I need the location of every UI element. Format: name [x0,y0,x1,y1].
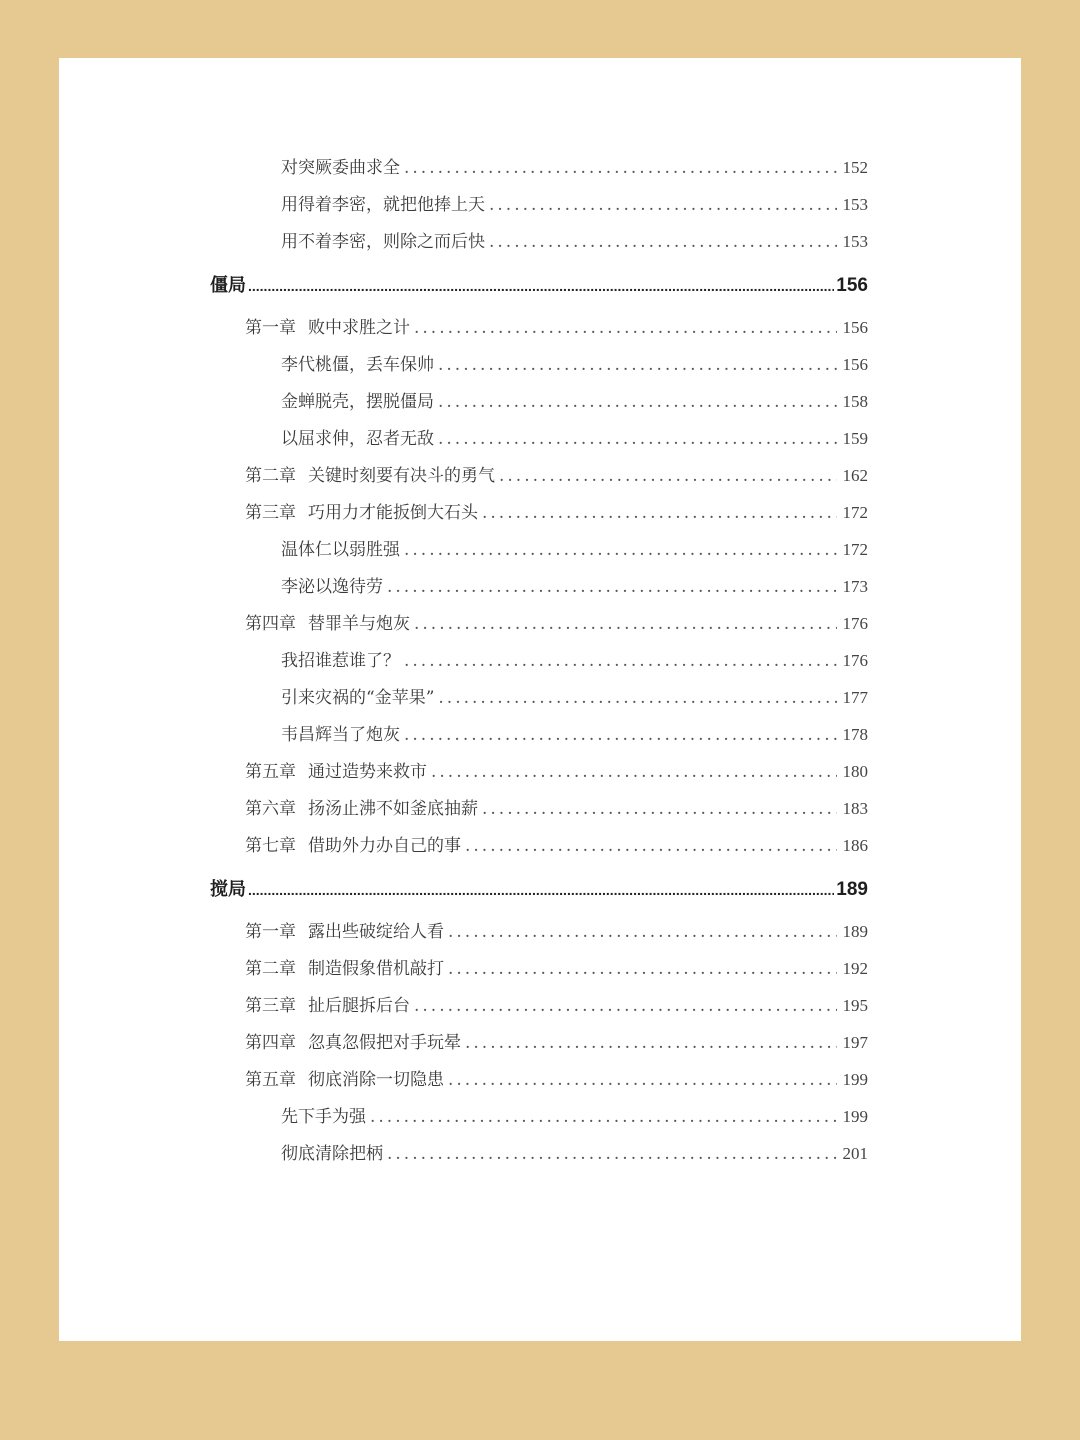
toc-chapter-label: 第二章 [245,466,296,486]
toc-entry-title: 通过造势来救市 [308,762,427,782]
toc-page-number: 195 [842,996,868,1015]
toc-chapter-label: 第五章 [245,1070,296,1090]
toc-entry [281,352,868,378]
dot-leader [448,956,837,982]
toc-page-number: 189 [842,922,868,941]
toc-part-title: 僵局 [210,275,246,295]
dot-leader [465,1030,837,1056]
toc-entry [281,1104,868,1130]
dot-leader [438,352,837,378]
toc-chapter [245,956,868,982]
toc-page-number: 192 [842,959,868,978]
toc-entry-title: 李泌以逸待劳 [281,577,383,597]
toc-page-number: 177 [842,688,868,707]
toc-entry [281,192,868,218]
toc-page-number: 152 [842,158,868,177]
toc-chapter [245,1030,868,1056]
dot-leader [489,192,837,218]
dot-leader [431,759,837,785]
toc-entry-title: 我招谁惹谁了？ [281,651,400,671]
toc-chapter [245,500,868,526]
toc-chapter-label: 第一章 [245,922,296,942]
dot-leader [414,315,837,341]
dot-leader [248,273,834,299]
toc-page-number: 189 [836,879,868,900]
toc-chapter [245,611,868,637]
toc-chapter-label: 第五章 [245,762,296,782]
dot-leader [438,426,837,452]
toc-chapter-label: 第二章 [245,959,296,979]
toc-entry-title: 李代桃僵，丢车保帅 [281,355,434,375]
toc-entry-title: 用得着李密，就把他捧上天 [281,195,485,215]
toc-entry-title: 温体仁以弱胜强 [281,540,400,560]
toc-page-number: 183 [842,799,868,818]
toc-entry-title: 忽真忽假把对手玩晕 [308,1033,461,1053]
toc-entry [281,389,868,415]
toc-chapter-label: 第三章 [245,996,296,1016]
toc-page-number: 173 [842,577,868,596]
dot-leader [499,463,837,489]
toc-part-heading [210,272,868,298]
toc-chapter [245,315,868,341]
toc-entry-title: 制造假象借机敲打 [308,959,444,979]
toc-entry-title: 对突厥委曲求全 [281,158,400,178]
toc-chapter-label: 第六章 [245,799,296,819]
toc-chapter [245,1067,868,1093]
toc-chapter-label: 第四章 [245,1033,296,1053]
toc-entry-title: 先下手为强 [281,1107,366,1127]
toc-page-number: 180 [842,762,868,781]
toc-entry-title: 以屈求伸，忍者无敌 [281,429,434,449]
toc-entry [281,574,868,600]
toc-entry-title: 巧用力才能扳倒大石头 [308,503,478,523]
toc-page-number: 158 [842,392,868,411]
toc-entry-title: 扬汤止沸不如釜底抽薪 [308,799,478,819]
toc-chapter [245,993,868,1019]
dot-leader [370,1104,837,1130]
dot-leader [448,919,837,945]
toc-page-number: 156 [842,318,868,337]
toc-page-number: 172 [842,540,868,559]
toc-entry-title: 用不着李密，则除之而后快 [281,232,485,252]
dot-leader [414,611,837,637]
toc-entry-title: 扯后腿拆后台 [308,996,410,1016]
toc-page-number: 159 [842,429,868,448]
toc-page-number: 153 [842,195,868,214]
toc-page-number: 176 [842,651,868,670]
toc-entry [281,722,868,748]
toc-chapter [245,759,868,785]
toc-page-number: 186 [842,836,868,855]
toc-entry-title: 引来灾祸的“金苹果” [281,688,435,708]
toc-chapter-label: 第三章 [245,503,296,523]
toc-page-number: 197 [842,1033,868,1052]
dot-leader [482,500,837,526]
dot-leader [482,796,837,822]
toc-chapter-label: 第一章 [245,318,296,338]
dot-leader [404,155,837,181]
toc-entry-title: 借助外力办自己的事 [308,836,461,856]
toc-page-number: 199 [842,1107,868,1126]
toc-chapter [245,833,868,859]
toc-chapter [245,796,868,822]
toc-page-number: 178 [842,725,868,744]
toc-entry-title: 韦昌辉当了炮灰 [281,725,400,745]
dot-leader [248,877,834,903]
dot-leader [387,574,837,600]
dot-leader [414,993,837,1019]
toc-entry-title: 彻底消除一切隐患 [308,1070,444,1090]
toc-page-number: 162 [842,466,868,485]
toc-entry [281,155,868,181]
toc-page-number: 201 [842,1144,868,1163]
dot-leader [404,722,837,748]
toc-chapter [245,919,868,945]
toc-entry [281,1141,868,1167]
toc-page-number: 199 [842,1070,868,1089]
toc-chapter-label: 第七章 [245,836,296,856]
toc-entry-title: 关键时刻要有决斗的勇气 [308,466,495,486]
dot-leader [448,1067,837,1093]
dot-leader [404,537,837,563]
book-page [59,58,1021,1341]
dot-leader [438,685,836,711]
toc-entry [281,537,868,563]
table-of-contents [59,58,1021,1341]
toc-entry-title: 彻底清除把柄 [281,1144,383,1164]
dot-leader [438,389,837,415]
toc-page-number: 156 [836,275,868,296]
toc-entry-title: 替罪羊与炮灰 [308,614,410,634]
dot-leader [489,229,837,255]
toc-entry-title: 露出些破绽给人看 [308,922,444,942]
toc-entry-title: 败中求胜之计 [308,318,410,338]
toc-page-number: 156 [842,355,868,374]
toc-page-number: 176 [842,614,868,633]
dot-leader [404,648,837,674]
toc-entry-title: 金蝉脱壳，摆脱僵局 [281,392,434,412]
toc-entry [281,229,868,255]
toc-part-title: 搅局 [210,879,246,899]
toc-chapter [245,463,868,489]
toc-chapter-label: 第四章 [245,614,296,634]
toc-page-number: 153 [842,232,868,251]
dot-leader [387,1141,837,1167]
toc-entry [281,648,868,674]
toc-entry [281,426,868,452]
toc-part-heading [210,876,868,902]
dot-leader [465,833,837,859]
toc-page-number: 172 [842,503,868,522]
toc-entry [281,685,868,711]
